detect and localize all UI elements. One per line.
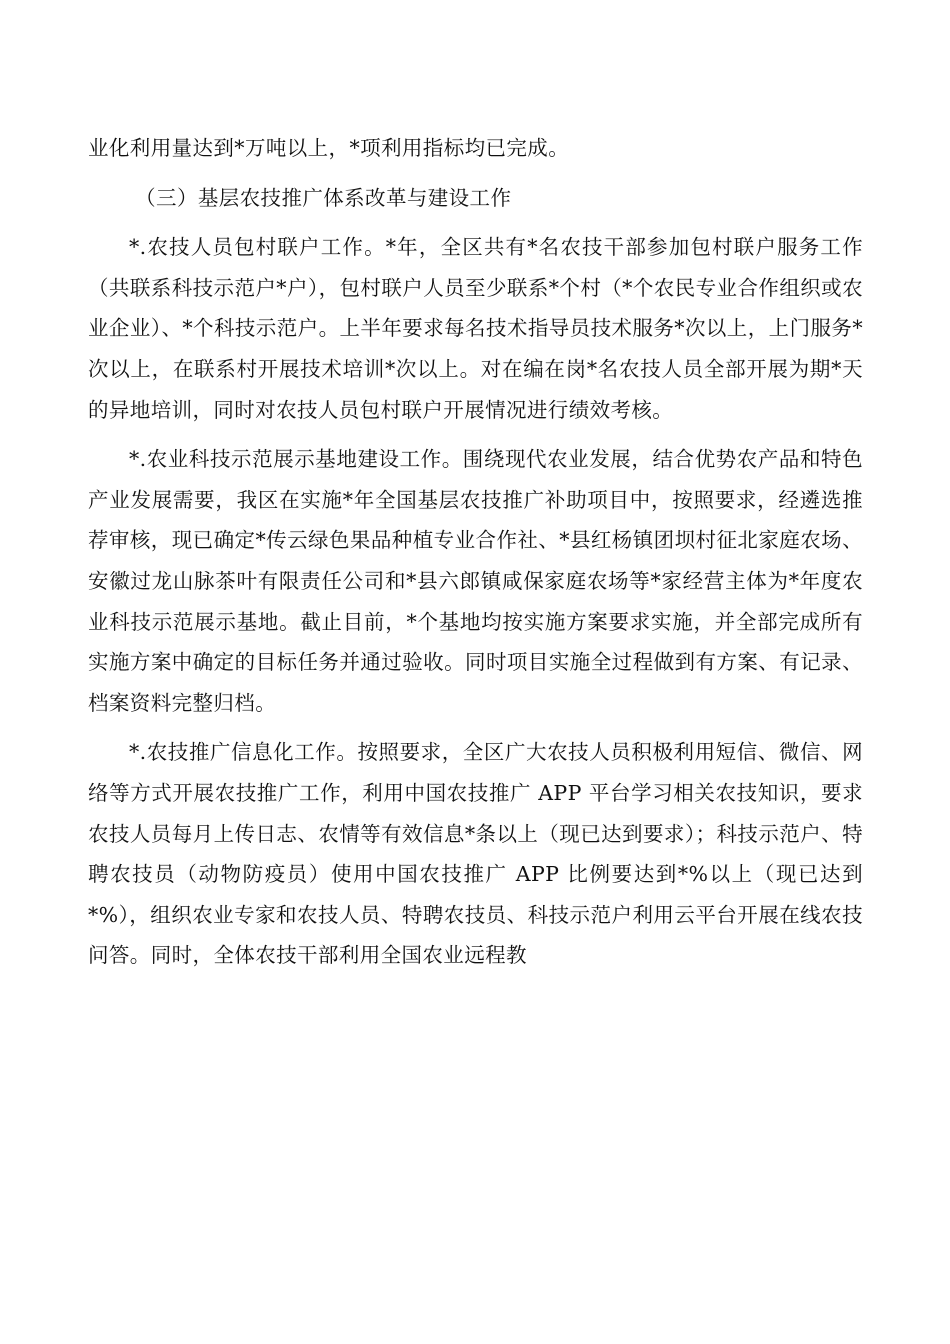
paragraph-demo-base: *.农业科技示范展示基地建设工作。围绕现代农业发展，结合优势农产品和特色产业发展需要，我区在实施*年全国基层农技推广补助项目中，按照要求，经遴选推荐审核，现已确定*传云绿色果品种植专业合作社、*县红杨镇团坝村征北家庭农场、安徽过龙山脉茶叶有限责任公司和*县六郎镇咸保家庭农场等*家经营主体为*年度农业科技示范展示基地。截止目前，*个基地均按实施方案要求实施，并全部完成所有实施方案中确定的目标任务并通过验收。同时项目实施全过程做到有方案、有记录、档案资料完整归档。 — [88, 447, 863, 715]
continuation-paragraph: 业化利用量达到*万吨以上，*项利用指标均已完成。 — [88, 136, 570, 160]
paragraph-village-contact: *.农技人员包村联户工作。*年，全区共有*名农技干部参加包村联户服务工作（共联系科技示范户*户），包村联户人员至少联系*个村（*个农民专业合作组织或农业企业）、*个科技示范户。上半年要求每名技术指导员技术服务*次以上，上门服务*次以上，在联系村开展技术培训*次以上。对在编在岗*名农技人员全部开展为期*天的异地培训，同时对农技人员包村联户开展情况进行绩效考核。 — [88, 235, 863, 422]
section-heading: （三）基层农技推广体系改革与建设工作 — [135, 185, 512, 210]
document-page — [88, 128, 863, 985]
paragraph-informatization: *.农技推广信息化工作。按照要求，全区广大农技人员积极利用短信、微信、网络等方式开展农技推广工作，利用中国农技推广 APP 平台学习相关农技知识，要求农技人员每月上传日志、农情等有效信息*条以上（现已达到要求）；科技示范户、特聘农技员（动物防疫员）使用中国农技推广 APP 比例要达到*%以上（现已达到*%），组织农业专家和农技人员、特聘农技员、科技示范户利用云平台开展在线农技问答。同时，全体农技干部利用全国农业远程教 — [88, 740, 863, 968]
